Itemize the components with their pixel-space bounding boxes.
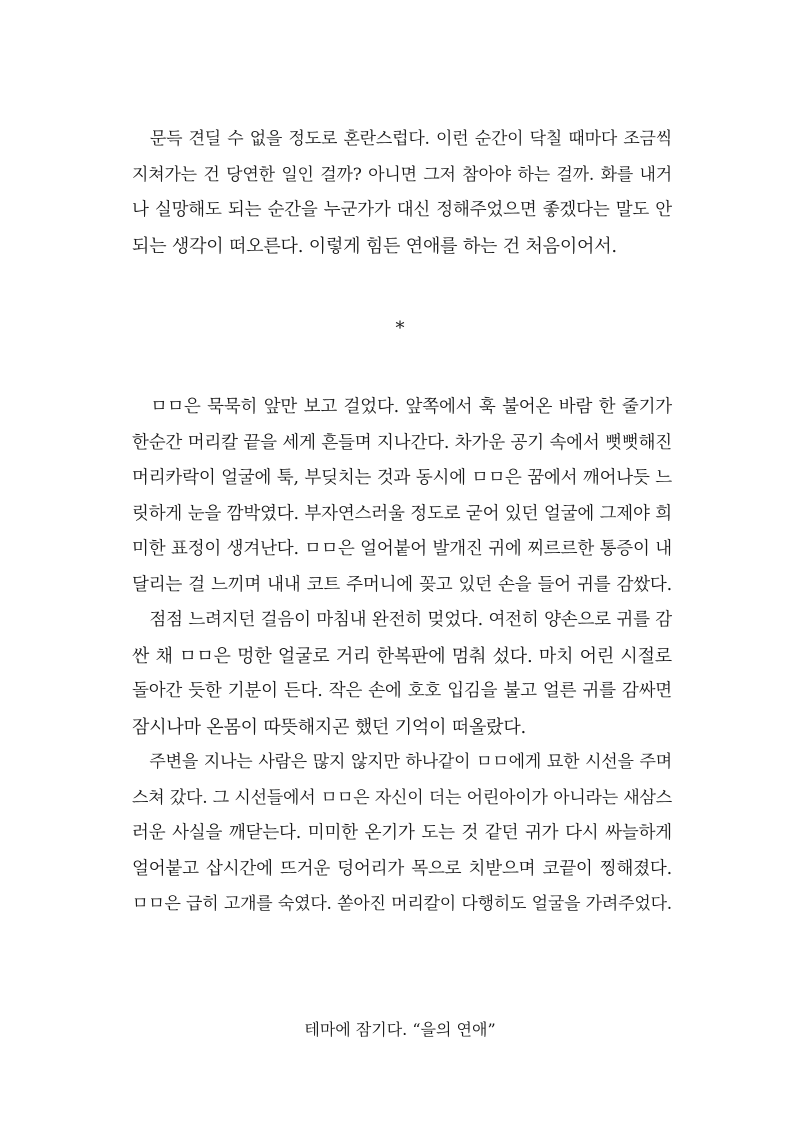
paragraph-section-2 — [132, 390, 672, 923]
text-line: ㅁㅁ은 묵묵히 앞만 보고 걸었다. 앞쪽에서 훅 불어온 바람 한 줄기가 — [132, 397, 672, 417]
text-line: 미한 표정이 생겨난다. ㅁㅁ은 얼어붙어 발개진 귀에 찌르르한 통증이 내 — [132, 539, 672, 559]
paragraph-section-1 — [132, 122, 672, 264]
text-line: 스쳐 갔다. 그 시선들에서 ㅁㅁ은 자신이 더는 어린아이가 아니라는 새삼스 — [132, 787, 672, 808]
text-line: 나 실망해도 되는 순간을 누군가가 대신 정해주었으면 좋겠다는 말도 안 — [132, 200, 672, 220]
text-line: 러운 사실을 깨닫는다. 미미한 온기가 도는 것 같던 귀가 다시 싸늘하게 — [132, 823, 672, 843]
text-line: 얼어붙고 삽시간에 뜨거운 덩어리가 목으로 치받으며 코끝이 찡해졌다. — [132, 858, 672, 879]
text-line: 되는 생각이 떠오른다. 이렇게 힘든 연애를 하는 건 처음이어서. — [132, 235, 617, 257]
text-line: 한순간 머리칼 끝을 세게 흔들며 지나간다. 차가운 공기 속에서 뻣뻣해진 — [132, 432, 672, 453]
text-line: 돌아간 듯한 기분이 든다. 작은 손에 호호 입김을 불고 얼른 귀를 감싸면 — [132, 681, 672, 701]
text-line: 싼 채 ㅁㅁ은 멍한 얼굴로 거리 한복판에 멈춰 섰다. 마치 어린 시절로 — [132, 645, 672, 667]
text-line: 문득 견딜 수 없을 정도로 혼란스럽다. 이런 순간이 닥칠 때마다 조금씩 — [132, 129, 672, 149]
text-line: ㅁㅁ은 급히 고개를 숙였다. 쏟아진 머리칼이 다행히도 얼굴을 가려주었다. — [132, 894, 672, 914]
text-line: 릿하게 눈을 깜박였다. 부자연스러울 정도로 굳어 있던 얼굴에 그제야 희 — [132, 503, 672, 524]
section-separator: * — [395, 318, 405, 339]
text-line: 달리는 걸 느끼며 내내 코트 주머니에 꽂고 있던 손을 들어 귀를 감쌌다. — [132, 574, 672, 595]
text-line: 주변을 지나는 사람은 많지 않지만 하나같이 ㅁㅁ에게 묘한 시선을 주며 — [132, 752, 672, 772]
text-line: 지쳐가는 건 당연한 일인 걸까? 아니면 그저 참아야 하는 걸까. 화를 내거 — [132, 164, 672, 185]
text-line: 잠시나마 온몸이 따뜻해지곤 했던 기억이 떠올랐다. — [132, 716, 527, 738]
text-line: 점점 느려지던 걸음이 마침내 완전히 멎었다. 여전히 양손으로 귀를 감 — [132, 610, 672, 630]
text-line: 머리카락이 얼굴에 툭, 부딪치는 것과 동시에 ㅁㅁ은 꿈에서 깨어나듯 느 — [132, 468, 672, 488]
page-footer-caption: 테마에 잠기다. “을의 연애” — [304, 1020, 496, 1039]
